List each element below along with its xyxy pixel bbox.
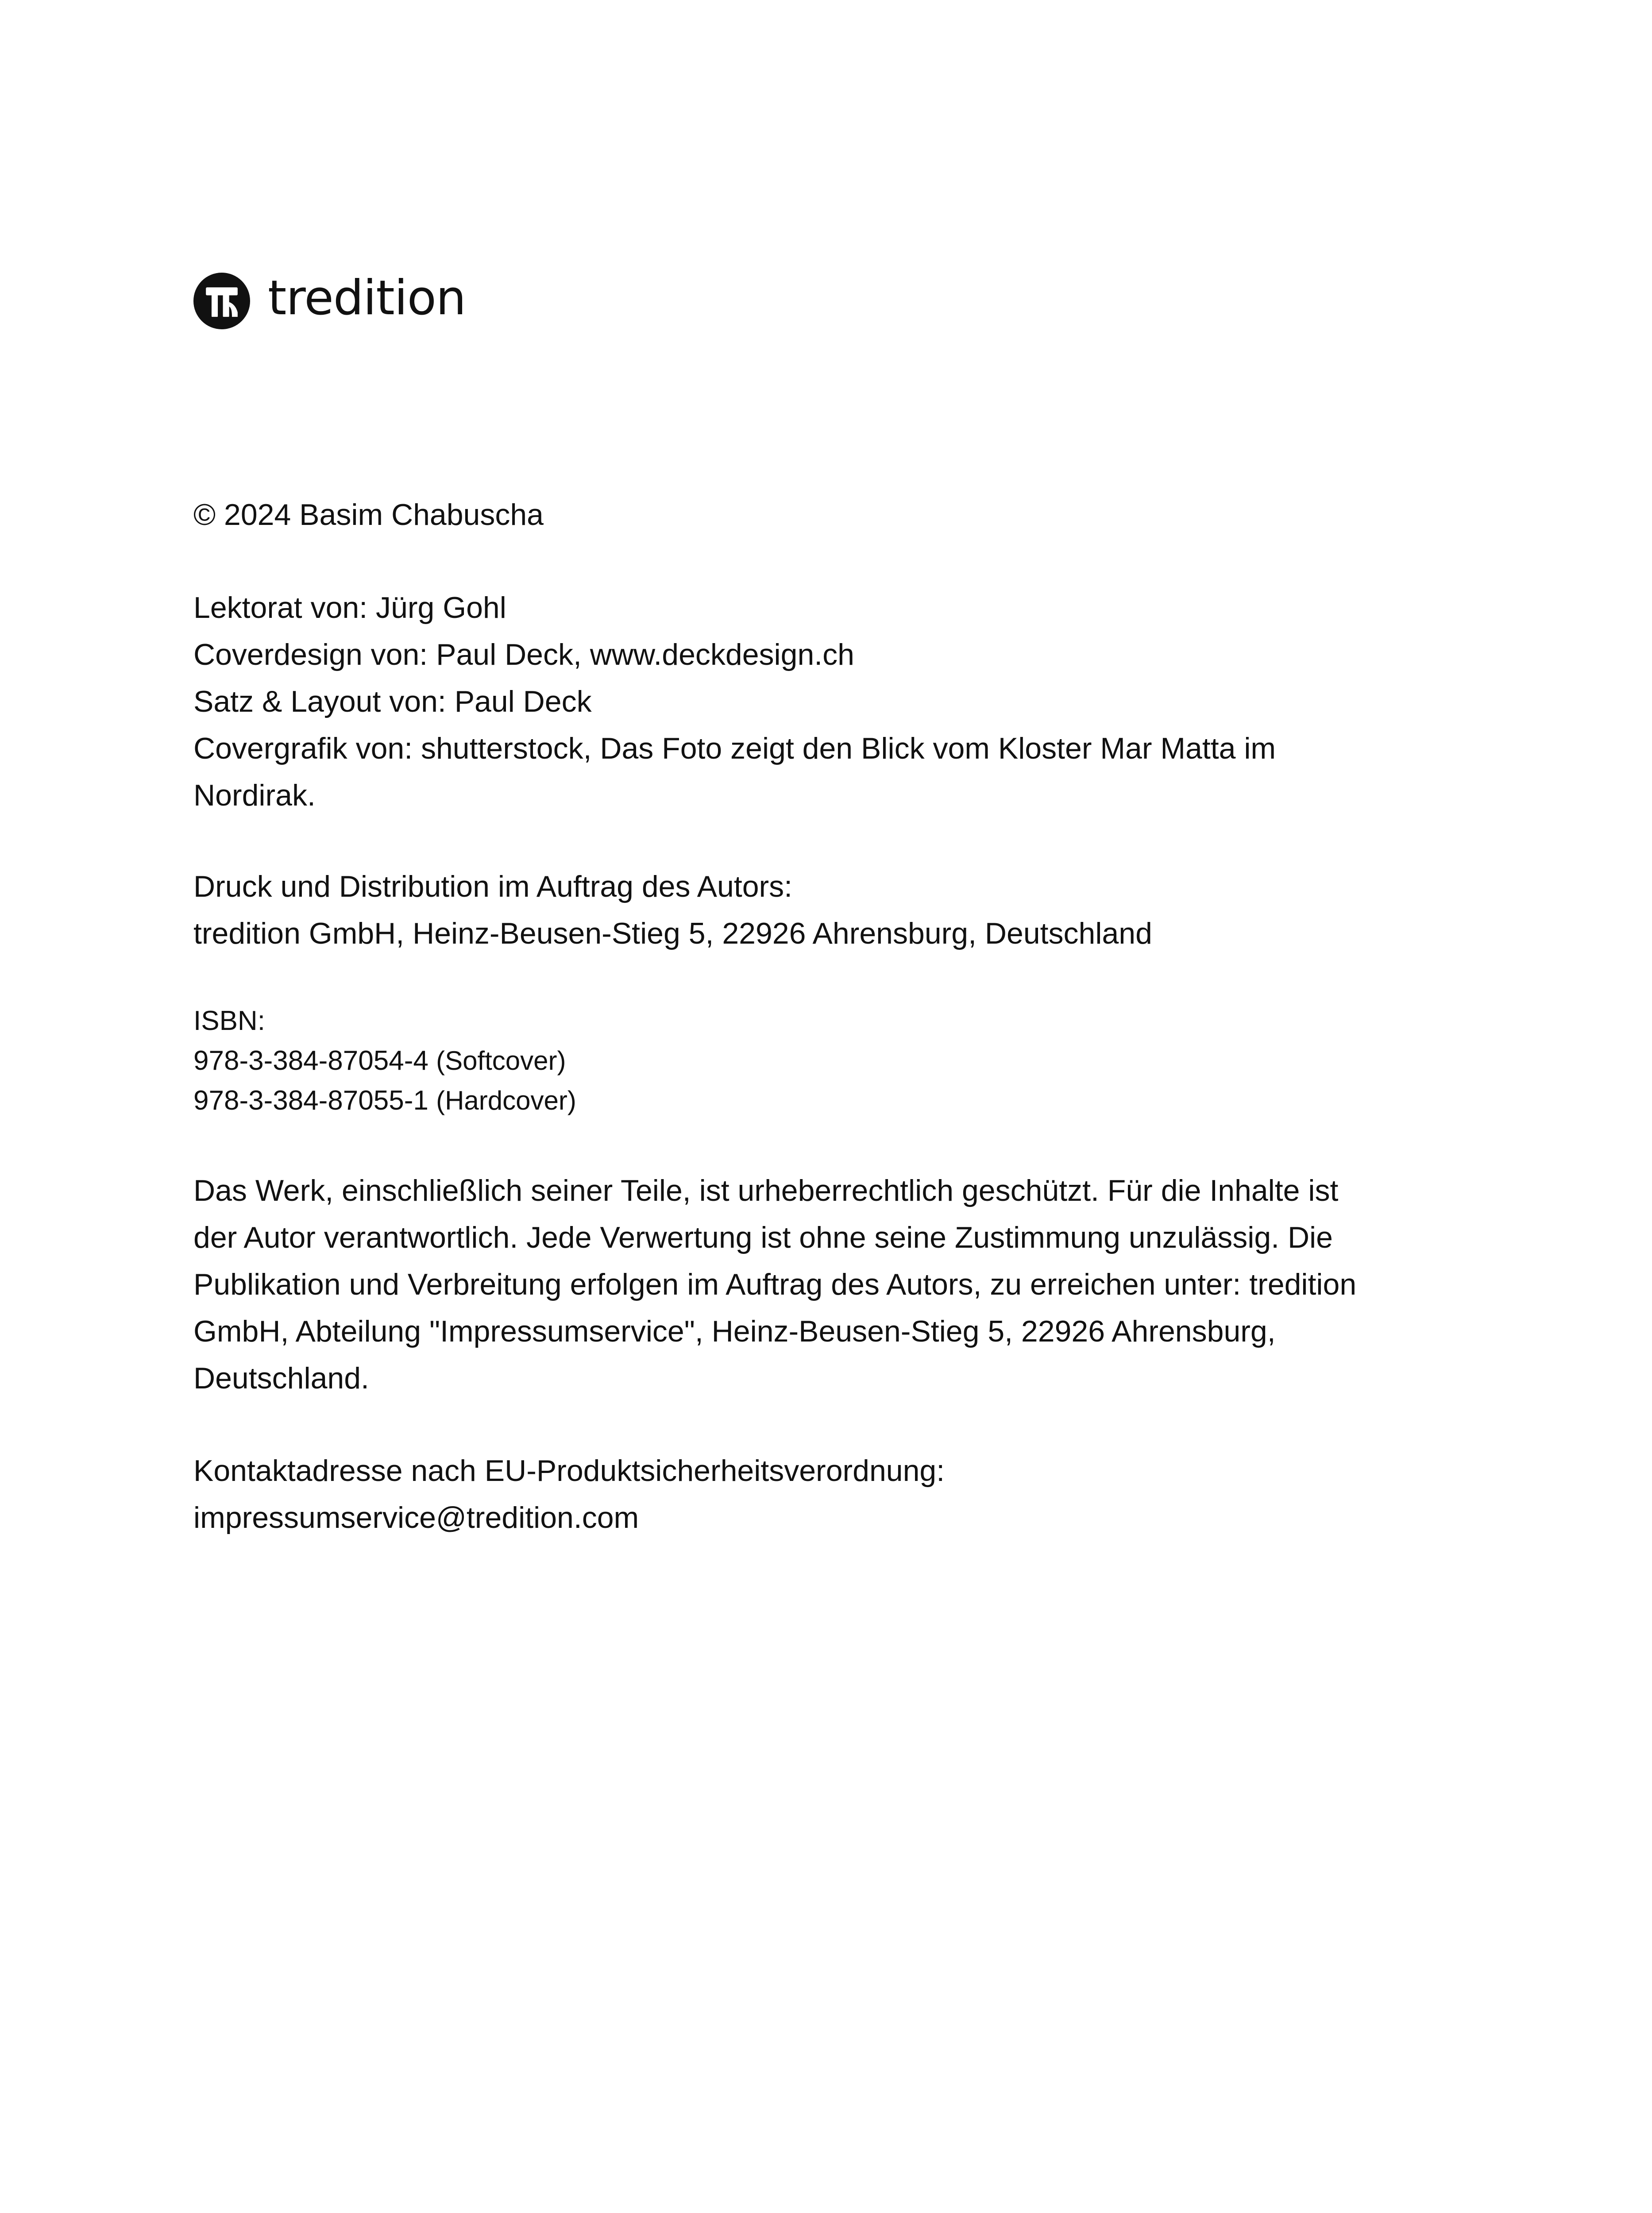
isbn-softcover [193, 1041, 1521, 1081]
isbn-format: (Softcover) [436, 1046, 566, 1076]
legal-line: Deutschland. [193, 1361, 369, 1395]
copyright-line: © 2024 Basim Chabuscha [193, 498, 544, 532]
isbn-label: ISBN: [193, 1006, 265, 1036]
printing-heading: Druck und Distribution im Auftrag des Autors: [193, 870, 793, 903]
isbn-hardcover [193, 1081, 1521, 1121]
contact-heading: Kontaktadresse nach EU-Produktsicherheitsverordnung: [193, 1454, 945, 1488]
publisher-logo [193, 272, 466, 330]
isbn-number: 978-3-384-87054-4 [193, 1045, 428, 1076]
logo-wordmark: tredition [268, 270, 466, 326]
credit-editor: Lektorat von: Jürg Gohl [193, 591, 506, 625]
printing-address: tredition GmbH, Heinz-Beusen-Stieg 5, 22926 Ahrensburg, Deutschland [193, 917, 1152, 950]
credits-section [193, 584, 1521, 819]
tredition-logo-icon [193, 273, 250, 329]
isbn-section [193, 1001, 1521, 1121]
credit-cover-design: Coverdesign von: Paul Deck, www.deckdesign.ch [193, 638, 854, 671]
credit-cover-image: Covergrafik von: shutterstock, Das Foto zeigt den Blick vom Kloster Mar Matta im [193, 732, 1276, 765]
contact-section [193, 1447, 1521, 1541]
copyright-notice [193, 491, 1521, 538]
legal-line: GmbH, Abteilung "Impressumservice", Heinz-Beusen-Stieg 5, 22926 Ahrensburg, [193, 1315, 1276, 1348]
legal-line: der Autor verantwortlich. Jede Verwertung ist ohne seine Zustimmung unzulässig. Die [193, 1221, 1333, 1254]
credit-cover-image-cont: Nordirak. [193, 779, 316, 812]
isbn-number: 978-3-384-87055-1 [193, 1085, 428, 1116]
legal-line: Das Werk, einschließlich seiner Teile, ist urheberrechtlich geschützt. Für die Inhalte ist [193, 1174, 1339, 1207]
isbn-format: (Hardcover) [436, 1086, 576, 1115]
legal-notice [193, 1167, 1521, 1402]
printing-section [193, 863, 1521, 957]
credit-layout: Satz & Layout von: Paul Deck [193, 685, 592, 718]
legal-line: Publikation und Verbreitung erfolgen im Auftrag des Autors, zu erreichen unter: tredition [193, 1268, 1357, 1301]
contact-email: impressumservice@tredition.com [193, 1501, 639, 1534]
